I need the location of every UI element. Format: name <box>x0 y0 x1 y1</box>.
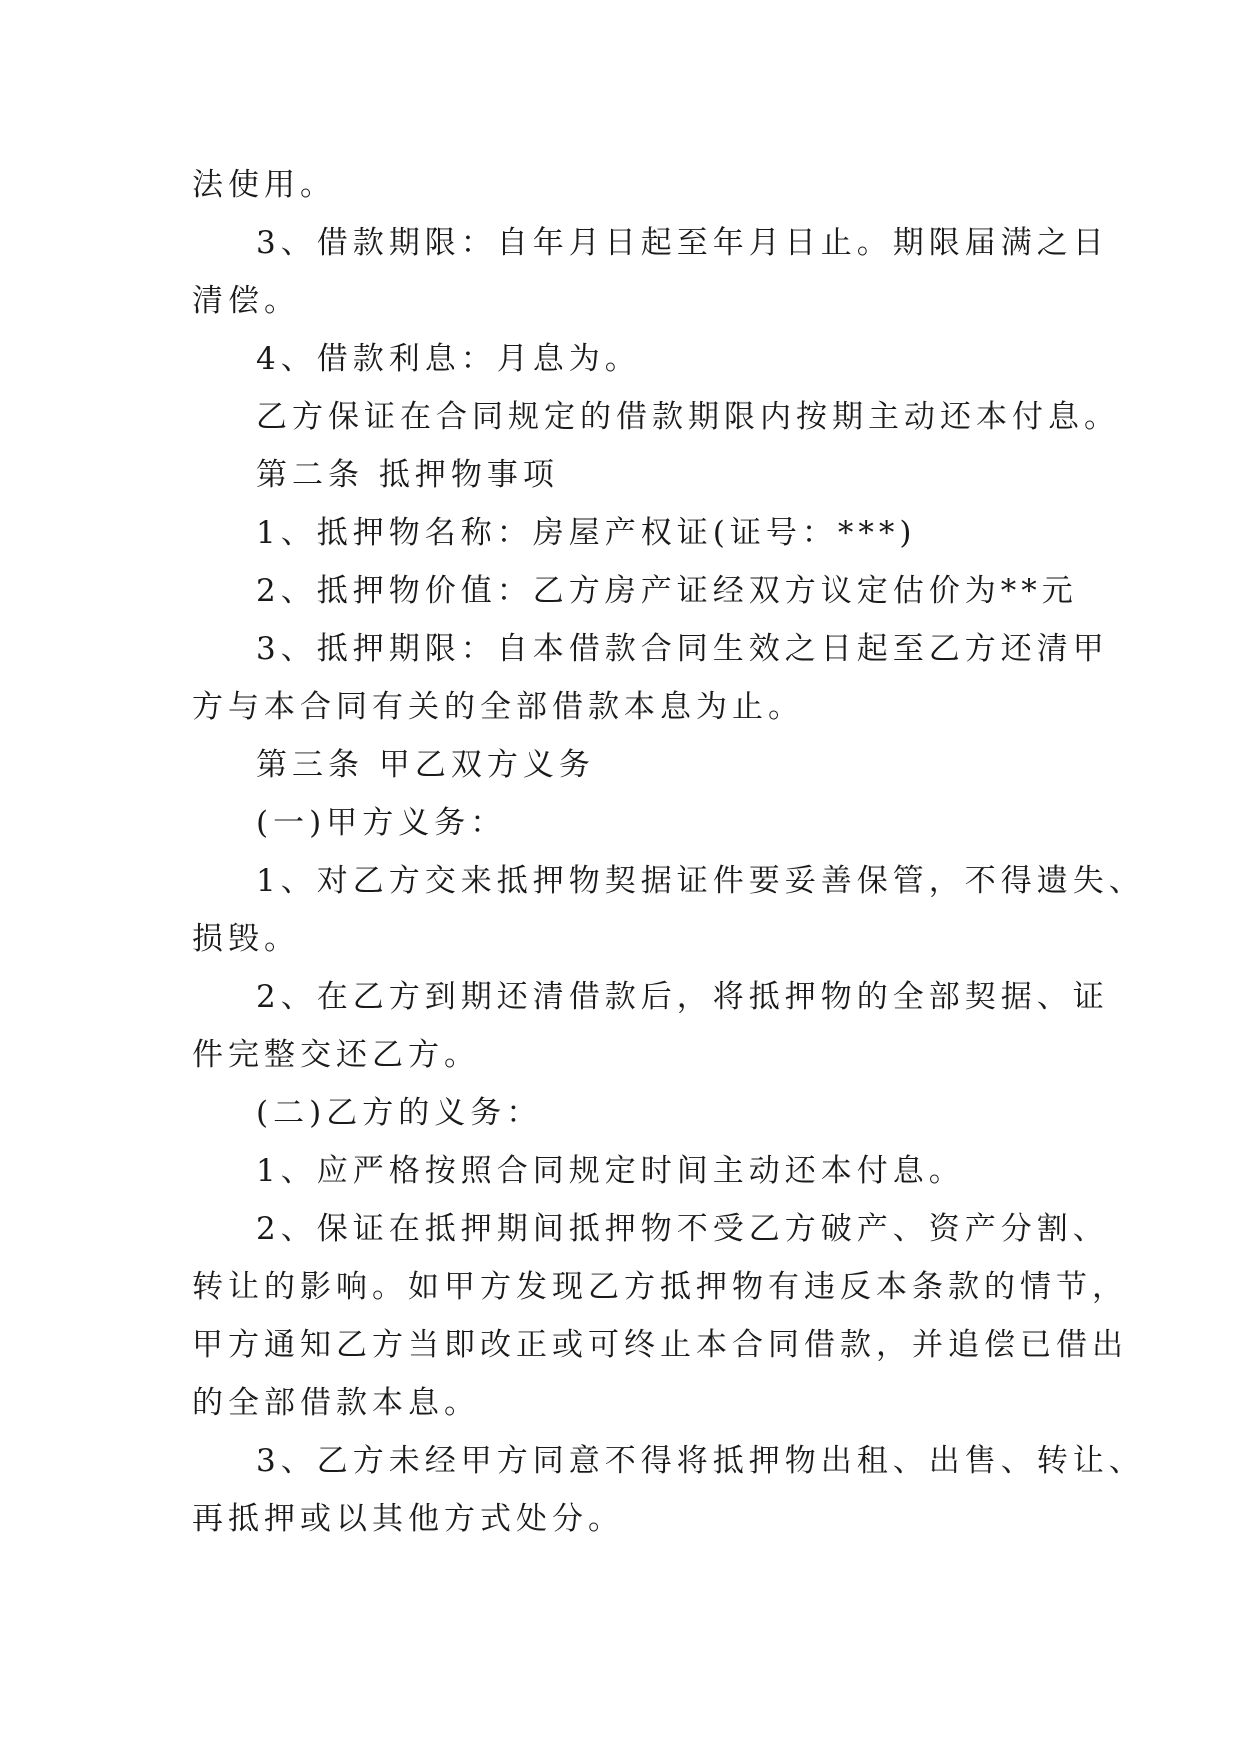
text-line: 转让的影响。如甲方发现乙方抵押物有违反本条款的情节， <box>192 1269 1128 1305</box>
text-line: 的全部借款本息。 <box>192 1385 480 1421</box>
text-line: 1、应严格按照合同规定时间主动还本付息。 <box>256 1153 965 1189</box>
text-line: 2、在乙方到期还清借款后，将抵押物的全部契据、证 <box>256 979 1109 1015</box>
section-heading: 第二条 抵押物事项 <box>256 457 559 493</box>
text-line: 方与本合同有关的全部借款本息为止。 <box>192 689 804 725</box>
text-line: 2、抵押物价值：乙方房产证经双方议定估价为**元 <box>256 573 1078 609</box>
text-line: 再抵押或以其他方式处分。 <box>192 1501 624 1537</box>
text-line: 3、借款期限：自年月日起至年月日止。期限届满之日 <box>256 225 1109 261</box>
subsection-heading: (二)乙方的义务： <box>256 1095 543 1131</box>
text-line: 法使用。 <box>192 167 336 203</box>
text-line: 损毁。 <box>192 921 300 957</box>
text-line: 清偿。 <box>192 283 300 319</box>
text-line: 1、对乙方交来抵押物契据证件要妥善保管，不得遗失、 <box>256 863 1145 899</box>
text-line: 件完整交还乙方。 <box>192 1037 480 1073</box>
text-line: 4、借款利息：月息为。 <box>256 341 641 377</box>
text-line: 1、抵押物名称：房屋产权证(证号：***) <box>256 515 917 551</box>
section-heading: 第三条 甲乙双方义务 <box>256 747 595 783</box>
text-line: 3、抵押期限：自本借款合同生效之日起至乙方还清甲 <box>256 631 1109 667</box>
text-line: 甲方通知乙方当即改正或可终止本合同借款，并追偿已借出 <box>192 1327 1128 1363</box>
subsection-heading: (一)甲方义务： <box>256 805 507 841</box>
text-line: 乙方保证在合同规定的借款期限内按期主动还本付息。 <box>256 399 1120 435</box>
text-line: 2、保证在抵押期间抵押物不受乙方破产、资产分割、 <box>256 1211 1109 1247</box>
text-line: 3、乙方未经甲方同意不得将抵押物出租、出售、转让、 <box>256 1443 1145 1479</box>
